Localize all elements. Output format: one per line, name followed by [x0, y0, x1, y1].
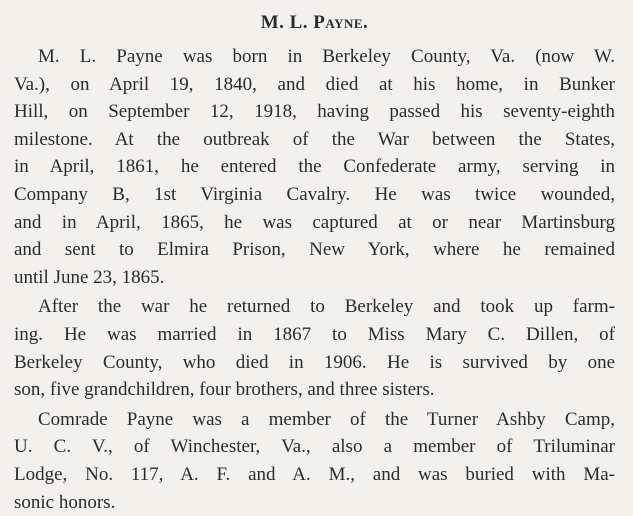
paragraph-2-line-1: After the war he returned to Berkeley and took up farm- — [14, 293, 615, 321]
paragraph-1-line-1: M. L. Payne was born in Berkeley County, Va. (now W. — [14, 43, 615, 71]
paragraph-2-line-2: ing. He was married in 1867 to Miss Mary C. Dillen, of — [14, 321, 615, 349]
paragraph-1-line-7: and in April, 1865, he was captured at or near Martinsburg — [14, 209, 615, 237]
paragraph-2-line-4: son, five grandchildren, four brothers, and three sisters. — [14, 376, 615, 404]
paragraph-1-line-4: milestone. At the outbreak of the War between the States, — [14, 126, 615, 154]
paragraph-3-line-2: U. C. V., of Winchester, Va., also a member of Triluminar — [14, 433, 615, 461]
paragraph-1-line-9: until June 23, 1865. — [14, 264, 615, 292]
paragraph-3-line-1: Comrade Payne was a member of the Turner Ashby Camp, — [14, 406, 615, 434]
paragraph-1-line-2: Va.), on April 19, 1840, and died at his home, in Bunker — [14, 71, 615, 99]
paragraph-1-line-6: Company B, 1st Virginia Cavalry. He was twice wounded, — [14, 181, 615, 209]
paragraph-2-line-3: Berkeley County, who died in 1906. He is survived by one — [14, 349, 615, 377]
obituary-heading: M. L. Payne. — [14, 9, 615, 37]
paragraph-1-line-3: Hill, on September 12, 1918, having passed his seventy-eighth — [14, 98, 615, 126]
paragraph-1-line-8: and sent to Elmira Prison, New York, where he remained — [14, 236, 615, 264]
paragraph-3-line-3: Lodge, No. 117, A. F. and A. M., and was buried with Ma- — [14, 461, 615, 489]
paragraph-2 — [14, 293, 615, 403]
paragraph-3 — [14, 406, 615, 516]
paragraph-3-line-4: sonic honors. — [14, 489, 615, 516]
paragraph-1 — [14, 43, 615, 291]
paragraph-1-line-5: in April, 1861, he entered the Confederate army, serving in — [14, 153, 615, 181]
